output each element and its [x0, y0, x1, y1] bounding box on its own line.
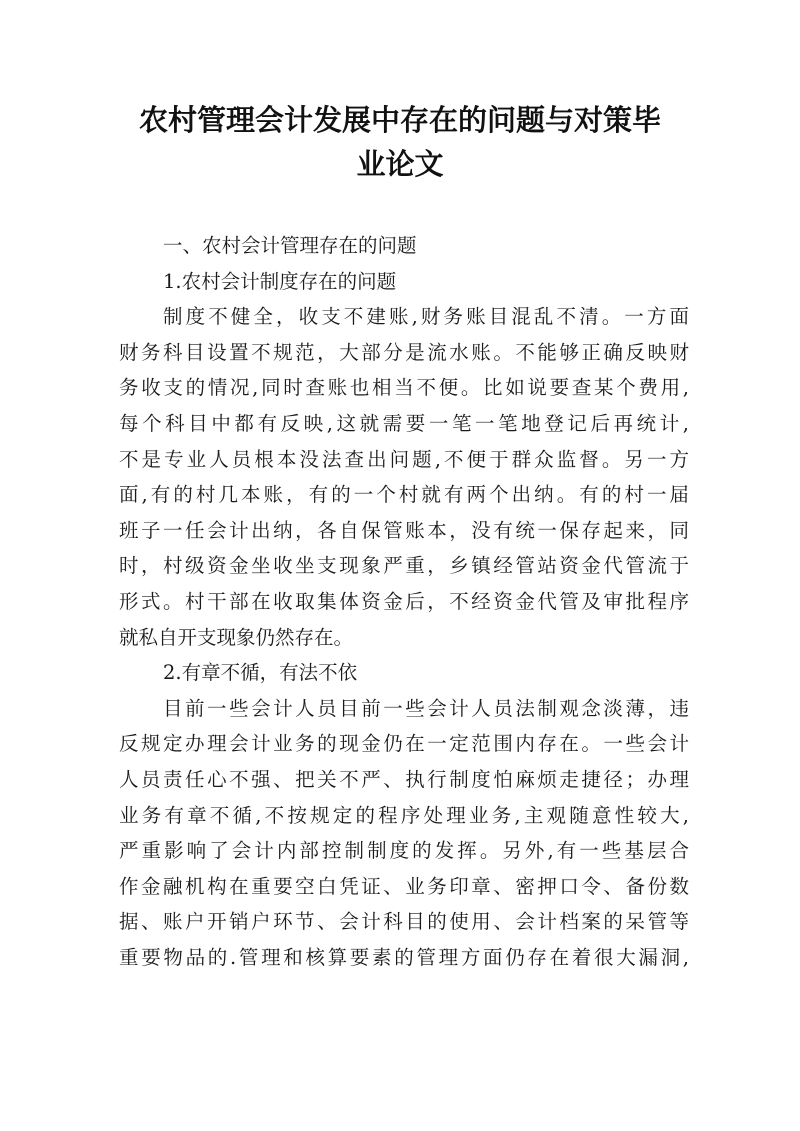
body-line: 时，村级资金坐收坐支现象严重，乡镇经管站资金代管流于: [119, 554, 689, 578]
body-line: 面,有的村几本账，有的一个村就有两个出纳。有的村一届: [119, 483, 689, 507]
document-title-line-1: 农村管理会计发展中存在的问题与对策毕: [138, 103, 661, 137]
body-line: 每个科目中都有反映,这就需要一笔一笔地登记后再统计,: [119, 411, 689, 435]
body-line: 不是专业人员根本没法查出问题,不便于群众监督。另一方: [119, 447, 689, 471]
body-line: 反规定办理会计业务的现金仍在一定范围内存在。一些会计: [119, 732, 689, 756]
document-body: [119, 228, 689, 975]
body-line: 形式。村干部在收取集体资金后，不经资金代管及审批程序: [119, 589, 689, 613]
body-line: 班子一任会计出纳，各自保管账本，没有统一保存起来，同: [119, 518, 689, 542]
body-line: 重要物品的.管理和核算要素的管理方面仍存在着很大漏洞,: [119, 945, 689, 969]
body-line: 严重影响了会计内部控制制度的发挥。另外,有一些基层合: [119, 839, 689, 863]
document-title-line-2: 业论文: [356, 147, 444, 181]
body-line: 作金融机构在重要空白凭证、业务印章、密押口令、备份数: [119, 874, 689, 898]
body-line: 财务科目设置不规范，大部分是流水账。不能够正确反映财: [119, 340, 689, 364]
body-line: 业务有章不循,不按规定的程序处理业务,主观随意性较大,: [119, 803, 689, 827]
body-line: 人员责任心不强、把关不严、执行制度怕麻烦走捷径；办理: [119, 767, 689, 791]
body-line: 1.农村会计制度存在的问题: [163, 269, 397, 293]
body-line: 务收支的情况,同时查账也相当不便。比如说要查某个费用,: [119, 376, 689, 400]
body-line: 据、账户开销户环节、会计科目的使用、会计档案的呆管等: [119, 910, 689, 934]
body-line: 就私自开支现象仍然存在。: [119, 625, 354, 649]
body-line: 制度不健全，收支不建账,财务账目混乱不清。一方面: [163, 305, 689, 329]
body-line: 一、农村会计管理存在的问题: [163, 234, 417, 257]
body-line: 目前一些会计人员目前一些会计人员法制观念淡薄，违: [163, 696, 689, 720]
body-line: 2.有章不循，有法不依: [163, 661, 358, 685]
